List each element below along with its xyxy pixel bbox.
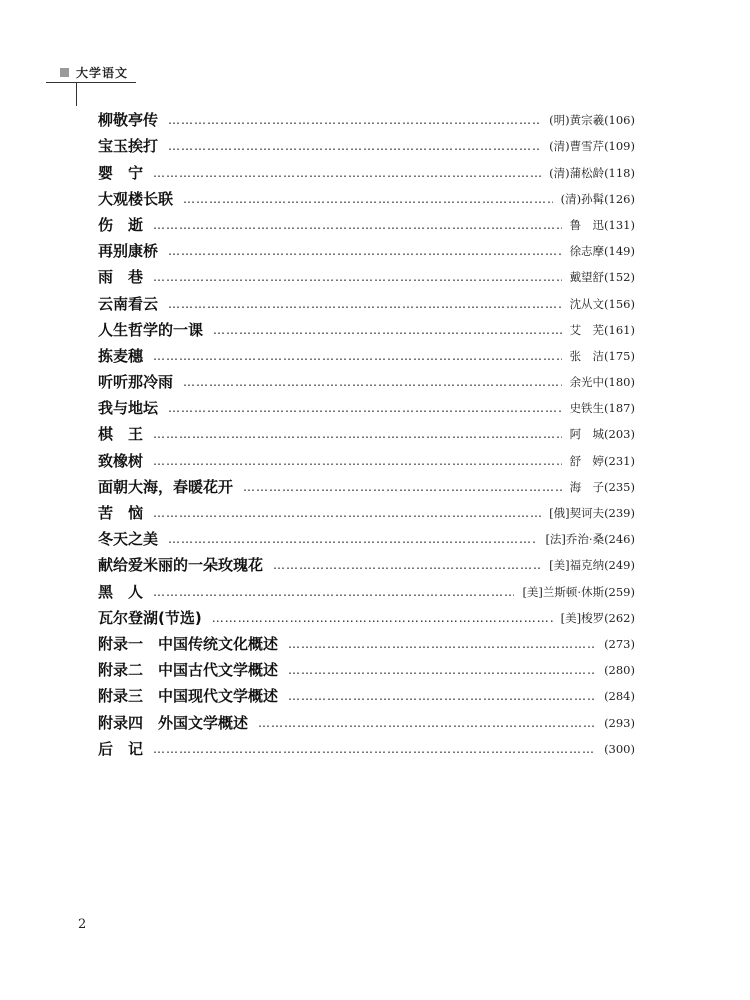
toc-entry-title: 伤 逝 bbox=[98, 215, 144, 234]
toc-entry-author-page: 戴望舒(152) bbox=[569, 270, 635, 285]
dot-leader bbox=[168, 238, 562, 264]
toc-entry-author-page: (清)蒲松龄(118) bbox=[549, 165, 635, 180]
dot-leader bbox=[153, 160, 541, 186]
toc-entry-author-page: (明)黄宗羲(106) bbox=[549, 113, 635, 128]
toc-entry-author-page: [美]兰斯顿·休斯(259) bbox=[522, 584, 635, 599]
dot-leader bbox=[153, 421, 562, 447]
page-number: 2 bbox=[78, 917, 87, 932]
dot-leader bbox=[153, 579, 514, 605]
toc-entry-author-page: 艾 芜(161) bbox=[569, 322, 635, 337]
toc-entry-title: 附录一 中国传统文化概述 bbox=[98, 634, 279, 653]
toc-entry-title: 棋 王 bbox=[98, 425, 144, 444]
dot-leader bbox=[153, 736, 596, 762]
toc-entry bbox=[98, 317, 635, 343]
toc-entry bbox=[98, 605, 635, 631]
toc-entry bbox=[98, 290, 635, 316]
toc-entry bbox=[98, 264, 635, 290]
toc-entry bbox=[98, 159, 635, 185]
toc-entry-title: 雨 巷 bbox=[98, 268, 144, 287]
toc-entry-title: 献给爱米丽的一朵玫瑰花 bbox=[98, 556, 264, 575]
toc-entry-author-page: [美]梭罗(262) bbox=[560, 610, 635, 625]
dot-leader bbox=[153, 448, 562, 474]
toc-entry bbox=[98, 238, 635, 264]
toc-entry bbox=[98, 343, 635, 369]
dot-leader bbox=[243, 474, 562, 500]
toc-entry-author-page: [法]乔治·桑(246) bbox=[545, 532, 635, 547]
dot-leader bbox=[153, 343, 562, 369]
dot-leader bbox=[168, 107, 541, 133]
dot-leader bbox=[183, 369, 562, 395]
toc-entry bbox=[98, 447, 635, 473]
toc-entry-title: 面朝大海，春暖花开 bbox=[98, 477, 234, 496]
toc-entry-author-page: (280) bbox=[604, 663, 635, 678]
toc-entry-title: 冬天之美 bbox=[98, 530, 159, 549]
toc-entry-author-page: 阿 城(203) bbox=[569, 427, 635, 442]
toc-entry bbox=[98, 186, 635, 212]
toc-entry bbox=[98, 500, 635, 526]
running-header bbox=[60, 64, 128, 81]
toc-entry-author-page: (273) bbox=[604, 636, 635, 651]
book-title: 大学语文 bbox=[76, 66, 129, 80]
dot-leader bbox=[153, 500, 541, 526]
toc-entry-title: 瓦尔登湖(节选) bbox=[98, 608, 202, 627]
toc-entry bbox=[98, 552, 635, 578]
toc-entry-title: 听听那冷雨 bbox=[98, 373, 174, 392]
dot-leader bbox=[273, 552, 541, 578]
toc-entry-author-page: (284) bbox=[604, 689, 635, 704]
toc-entry bbox=[98, 631, 635, 657]
toc-entry-title: 云南看云 bbox=[98, 294, 159, 313]
toc-entry-title: 柳敬亭传 bbox=[98, 111, 159, 130]
dot-leader bbox=[288, 631, 596, 657]
toc-entry-author-page: 舒 婷(231) bbox=[569, 453, 635, 468]
header-rule-horizontal bbox=[46, 82, 136, 83]
toc-entry bbox=[98, 709, 635, 735]
dot-leader bbox=[288, 683, 596, 709]
toc-entry-title: 黑 人 bbox=[98, 582, 144, 601]
dot-leader bbox=[168, 291, 562, 317]
square-bullet-icon bbox=[60, 68, 69, 77]
toc-entry-author-page: (300) bbox=[604, 741, 635, 756]
toc-entry bbox=[98, 421, 635, 447]
toc-entry-author-page: [俄]契诃夫(239) bbox=[549, 506, 635, 520]
dot-leader bbox=[183, 186, 553, 212]
dot-leader bbox=[168, 395, 562, 421]
dot-leader bbox=[168, 133, 541, 159]
toc-entry bbox=[98, 133, 635, 159]
toc-entry-title: 婴 宁 bbox=[98, 163, 144, 182]
toc-entry-title: 再别康桥 bbox=[98, 242, 159, 261]
toc-entry-title: 宝玉挨打 bbox=[98, 137, 159, 156]
toc-entry-author-page: 史铁生(187) bbox=[569, 401, 635, 416]
toc-entry bbox=[98, 212, 635, 238]
toc-entry bbox=[98, 736, 635, 762]
dot-leader bbox=[153, 264, 562, 290]
dot-leader bbox=[212, 605, 553, 631]
dot-leader bbox=[213, 317, 562, 343]
toc-entry-title: 拣麦穗 bbox=[98, 346, 144, 365]
toc-entry bbox=[98, 657, 635, 683]
toc-entry-author-page: (清)曹雪芹(109) bbox=[549, 139, 635, 154]
toc-entry-author-page: 张 洁(175) bbox=[569, 348, 635, 363]
toc-entry-title: 大观楼长联 bbox=[98, 189, 174, 208]
toc-entry-title: 我与地坛 bbox=[98, 399, 159, 418]
toc-entry bbox=[98, 683, 635, 709]
toc-entry-author-page: [美]福克纳(249) bbox=[549, 558, 635, 573]
toc-entry bbox=[98, 474, 635, 500]
toc-entry-title: 人生哲学的一课 bbox=[98, 320, 204, 339]
toc-entry bbox=[98, 369, 635, 395]
toc-entry-title: 致橡树 bbox=[98, 451, 144, 470]
toc-entry-title: 附录三 中国现代文学概述 bbox=[98, 687, 279, 706]
toc-entry-title: 附录四 外国文学概述 bbox=[98, 713, 249, 732]
dot-leader bbox=[168, 526, 537, 552]
dot-leader bbox=[153, 212, 562, 238]
dot-leader bbox=[258, 710, 596, 736]
toc-entry-author-page: 鲁 迅(131) bbox=[569, 217, 635, 232]
dot-leader bbox=[288, 657, 596, 683]
toc-entry-author-page: 余光中(180) bbox=[569, 375, 635, 390]
toc-entry-author-page: 徐志摩(149) bbox=[569, 244, 635, 259]
toc-entry-title: 附录二 中国古代文学概述 bbox=[98, 661, 279, 680]
toc-entry-title: 苦 恼 bbox=[98, 504, 144, 522]
toc-entry-author-page: 沈从文(156) bbox=[569, 296, 635, 311]
toc-entry bbox=[98, 526, 635, 552]
header-rule-vertical bbox=[76, 82, 77, 106]
toc-entry-author-page: 海 子(235) bbox=[569, 479, 635, 494]
toc-entry bbox=[98, 107, 635, 133]
toc-entry bbox=[98, 578, 635, 604]
table-of-contents bbox=[98, 107, 635, 762]
toc-entry-author-page: (293) bbox=[604, 715, 635, 730]
toc-entry bbox=[98, 395, 635, 421]
toc-entry-author-page: (清)孙髯(126) bbox=[560, 191, 635, 206]
toc-entry-title: 后 记 bbox=[98, 739, 144, 758]
